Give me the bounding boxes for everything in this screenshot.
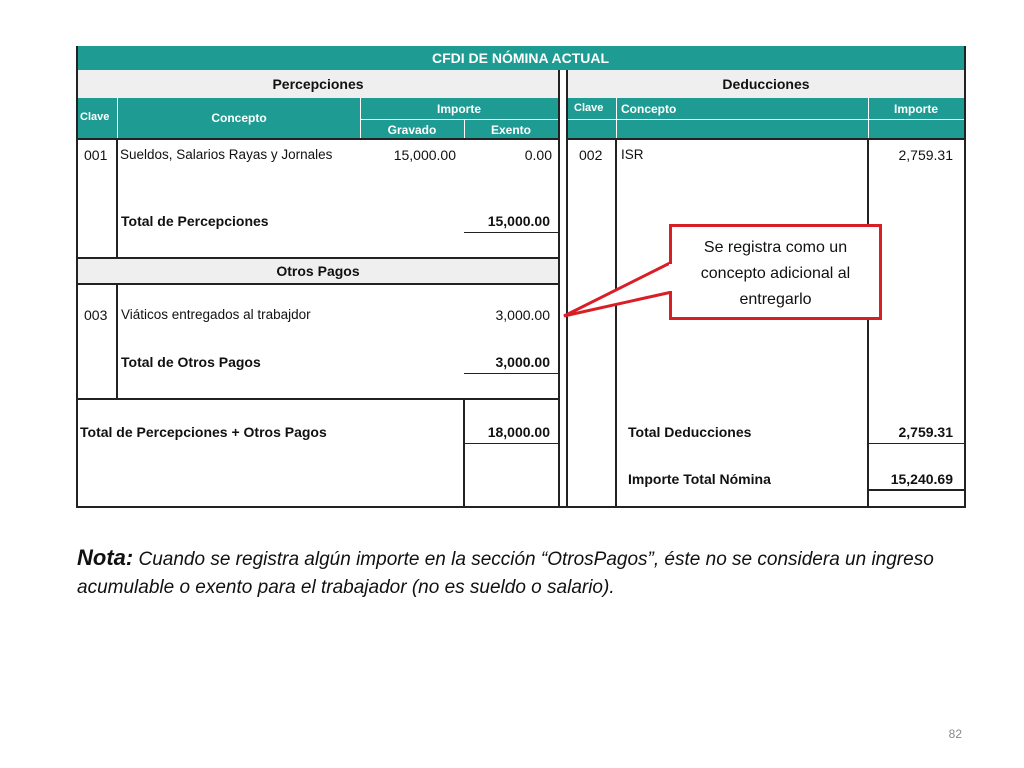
col-clave: Clave bbox=[80, 111, 110, 123]
ded-col-clave: Clave bbox=[574, 102, 604, 114]
ded-row-concepto: ISR bbox=[621, 147, 644, 162]
note-body: Cuando se registra algún importe en la sección “OtrosPagos”, éste no se considera un ingreso acumulable o exento para el trabajador (no es sueldo o salario). bbox=[77, 549, 934, 598]
otros-total-value: 3,000.00 bbox=[495, 354, 550, 370]
perc-row-gravado: 15,000.00 bbox=[393, 147, 456, 163]
ded-total-value: 2,759.31 bbox=[898, 424, 953, 440]
otros-row-clave: 003 bbox=[84, 307, 108, 323]
perc-row-clave: 001 bbox=[84, 147, 108, 163]
otros-total-label: Total de Otros Pagos bbox=[121, 354, 261, 370]
callout-line-2: concepto adicional al bbox=[700, 265, 851, 282]
net-total-label: Importe Total Nómina bbox=[628, 471, 771, 487]
otros-pagos-heading: Otros Pagos bbox=[276, 263, 360, 279]
deducciones-heading: Deducciones bbox=[722, 76, 810, 92]
percepciones-heading: Percepciones bbox=[272, 76, 364, 92]
otros-row-importe: 3,000.00 bbox=[495, 307, 550, 323]
otros-row-concepto: Viáticos entregados al trabajdor bbox=[121, 307, 311, 322]
grand-total-value: 18,000.00 bbox=[487, 424, 550, 440]
perc-row-exento: 0.00 bbox=[524, 147, 552, 163]
callout-line-3: entregarlo bbox=[739, 291, 812, 308]
perc-total-label: Total de Percepciones bbox=[121, 213, 269, 229]
ded-row-clave: 002 bbox=[579, 147, 603, 163]
col-exento: Exento bbox=[490, 123, 531, 137]
ded-col-concepto: Concepto bbox=[621, 102, 677, 116]
ded-row-importe: 2,759.31 bbox=[898, 147, 953, 163]
note-prefix: Nota: bbox=[77, 545, 134, 570]
table-title: CFDI DE NÓMINA ACTUAL bbox=[431, 50, 610, 66]
callout-box bbox=[669, 224, 882, 320]
ded-total-label: Total Deducciones bbox=[628, 424, 752, 440]
col-importe: Importe bbox=[436, 102, 481, 116]
net-total-value: 15,240.69 bbox=[890, 471, 953, 487]
col-concepto: Concepto bbox=[211, 111, 267, 125]
ded-col-importe: Importe bbox=[893, 102, 938, 116]
perc-row-concepto: Sueldos, Salarios Rayas y Jornales bbox=[120, 147, 333, 162]
callout-line-1: Se registra como un bbox=[703, 239, 848, 256]
page-number: 82 bbox=[948, 727, 962, 741]
perc-total-value: 15,000.00 bbox=[487, 213, 550, 229]
col-gravado: Gravado bbox=[387, 123, 437, 137]
grand-total-label: Total de Percepciones + Otros Pagos bbox=[80, 424, 327, 440]
note-text bbox=[77, 544, 972, 602]
